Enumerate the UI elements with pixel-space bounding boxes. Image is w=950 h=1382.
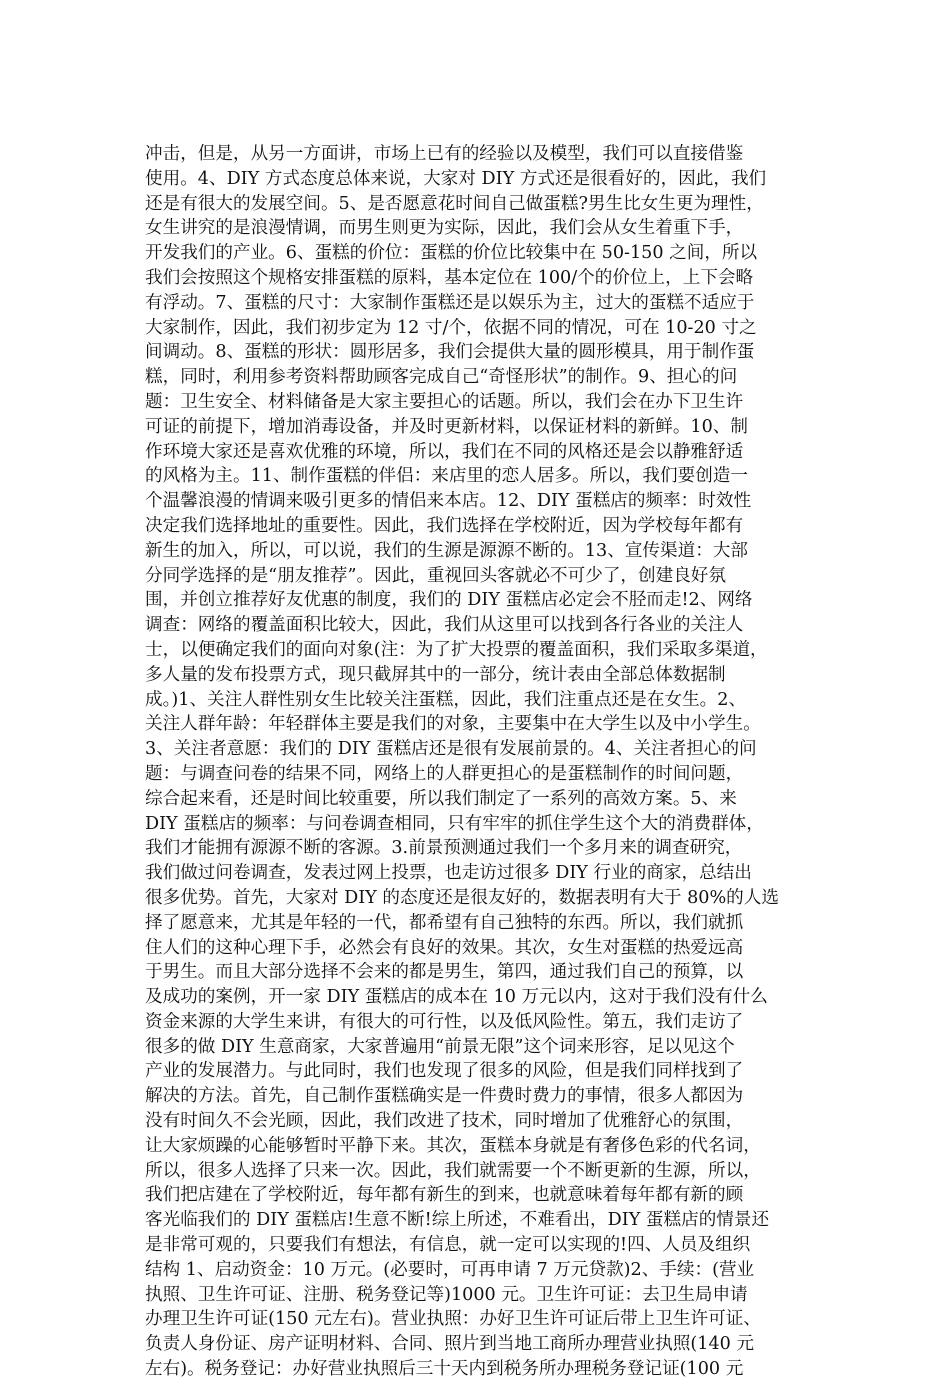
text-line: 择了愿意来，尤其是年轻的一代，都希望有自己独特的东西。所以，我们就抓 <box>145 912 744 933</box>
text-line: 的风格为主。11、制作蛋糕的伴侣：来店里的恋人居多。所以，我们要创造一 <box>145 466 748 487</box>
text-line: 是非常可观的，只要我们有想法，有信息，就一定可以实现的!四、人员及组织 <box>145 1235 751 1256</box>
text-line: 分同学选择的是“朋友推荐”。因此，重视回头客就必不可少了，创建良好氛 <box>145 565 726 586</box>
text-line: 产业的发展潜力。与此同时，我们也发现了很多的风险，但是我们同样找到了 <box>145 1061 744 1082</box>
text-line: 关注人群年龄：年轻群体主要是我们的对象，主要集中在大学生以及中小学生。 <box>145 714 761 735</box>
text-line: 办理卫生许可证(150 元左右)。营业执照：办好卫生许可证后带上卫生许可证、 <box>145 1309 761 1330</box>
text-line: 没有时间久不会光顾，因此，我们改进了技术，同时增加了优雅舒心的氛围， <box>145 1111 744 1132</box>
text-line: 围，并创立推荐好友优惠的制度，我们的 DIY 蛋糕店必定会不胫而走!2、网络 <box>145 590 753 611</box>
text-line: 调查：网络的覆盖面积比较大，因此，我们从这里可以找到各行各业的关注人 <box>145 615 744 636</box>
text-line: 新生的加入，所以，可以说，我们的生源是源源不断的。13、宣传渠道：大部 <box>145 540 748 561</box>
text-line: 3、关注者意愿：我们的 DIY 蛋糕店还是很有发展前景的。4、关注者担心的问 <box>145 739 757 760</box>
text-line: 综合起来看，还是时间比较重要，所以我们制定了一系列的高效方案。5、来 <box>145 788 737 809</box>
text-line: 可证的前提下，增加消毒设备，并及时更新材料，以保证材料的新鲜。10、制 <box>145 416 748 437</box>
text-line: 执照、卫生许可证、注册、税务登记等)1000 元。卫生许可证：去卫生局申请 <box>145 1284 748 1305</box>
text-line: 于男生。而且大部分选择不会来的都是男生，第四，通过我们自己的预算，以 <box>145 962 744 983</box>
text-line: 结构 1、启动资金：10 万元。(必要时，可再申请 7 万元贷款)2、手续：(营业 <box>145 1259 755 1280</box>
text-line: 解决的方法。首先，自己制作蛋糕确实是一件费时费力的事情，很多人都因为 <box>145 1086 744 1107</box>
text-line: 很多优势。首先，大家对 DIY 的态度还是很友好的，数据表明有大于 80%的人选 <box>145 887 779 908</box>
text-line: 多人量的发布投票方式，现只截屏其中的一部分，统计表由全部总体数据制 <box>145 664 726 685</box>
text-line: 还是有很大的发展空间。5、是否愿意花时间自己做蛋糕?男生比女生更为理性， <box>145 193 764 214</box>
text-line: 我们会按照这个规格安排蛋糕的原料，基本定位在 100/个的价位上，上下会略 <box>145 267 754 288</box>
text-line: 作环境大家还是喜欢优雅的环境，所以，我们在不同的风格还是会以静雅舒适 <box>145 441 744 462</box>
text-line: 客光临我们的 DIY 蛋糕店!生意不断!综上所述，不难看出，DIY 蛋糕店的情景还 <box>145 1210 770 1231</box>
text-line: 有浮动。7、蛋糕的尺寸：大家制作蛋糕还是以娱乐为主，过大的蛋糕不适应于 <box>145 292 755 313</box>
text-line: 我们做过问卷调查，发表过网上投票，也走访过很多 DIY 行业的商家，总结出 <box>145 863 752 884</box>
text-line: 资金来源的大学生来讲，有很大的可行性，以及低风险性。第五，我们走访了 <box>145 1011 744 1032</box>
text-line: 士，以便确定我们的面向对象(注：为了扩大投票的覆盖面积，我们采取多渠道， <box>145 639 768 660</box>
text-line: 糕，同时，利用参考资料帮助顾客完成自己“奇怪形状”的制作。9、担心的问 <box>145 367 738 388</box>
document-body <box>145 142 805 1382</box>
text-line: 女生讲究的是浪漫情调，而男生则更为实际，因此，我们会从女生着重下手， <box>145 218 744 239</box>
text-line: 我们把店建在了学校附近，每年都有新生的到来，也就意味着每年都有新的顾 <box>145 1185 744 1206</box>
text-line: 成。)1、关注人群性别女生比较关注蛋糕，因此，我们注重点还是在女生。2、 <box>145 689 747 710</box>
text-line: 住人们的这种心理下手，必然会有良好的效果。其次，女生对蛋糕的热爱远高 <box>145 937 744 958</box>
text-line: 左右)。税务登记：办好营业执照后三十天内到税务所办理税务登记证(100 元 <box>145 1359 744 1380</box>
text-line: 使用。4、DIY 方式态度总体来说，大家对 DIY 方式还是很看好的，因此，我们 <box>145 168 767 189</box>
text-line: 大家制作，因此，我们初步定为 12 寸/个，依据不同的情况，可在 10-20 寸之 <box>145 317 757 338</box>
text-line: 开发我们的产业。6、蛋糕的价位：蛋糕的价位比较集中在 50-150 之间，所以 <box>145 243 758 264</box>
text-line: 所以，很多人选择了只来一次。因此，我们就需要一个不断更新的生源，所以， <box>145 1160 761 1181</box>
text-line: 我们才能拥有源源不断的客源。3.前景预测通过我们一个多月来的调查研究， <box>145 838 743 859</box>
text-line: 很多的做 DIY 生意商家，大家普遍用“前景无限”这个词来形容，足以见这个 <box>145 1036 735 1057</box>
text-line: 让大家烦躁的心能够暂时平静下来。其次，蛋糕本身就是有奢侈色彩的代名词， <box>145 1135 761 1156</box>
text-line: 题：卫生安全、材料储备是大家主要担心的话题。所以，我们会在办下卫生许 <box>145 391 744 412</box>
text-line: DIY 蛋糕店的频率：与问卷调查相同，只有牢牢的抓住学生这个大的消费群体， <box>145 813 764 834</box>
text-line: 题：与调查问卷的结果不同，网络上的人群更担心的是蛋糕制作的时间问题， <box>145 763 744 784</box>
text-line: 负责人身份证、房产证明材料、合同、照片到当地工商所办理营业执照(140 元 <box>145 1334 755 1355</box>
text-line: 决定我们选择地址的重要性。因此，我们选择在学校附近，因为学校每年都有 <box>145 515 744 536</box>
text-line: 个温馨浪漫的情调来吸引更多的情侣来本店。12、DIY 蛋糕店的频率：时效性 <box>145 491 752 512</box>
text-line: 间调动。8、蛋糕的形状：圆形居多，我们会提供大量的圆形模具，用于制作蛋 <box>145 342 755 363</box>
text-line: 及成功的案例，开一家 DIY 蛋糕店的成本在 10 万元以内，这对于我们没有什么 <box>145 987 768 1008</box>
text-line: 冲击，但是，从另一方面讲，市场上已有的经验以及模型，我们可以直接借鉴 <box>145 144 744 164</box>
